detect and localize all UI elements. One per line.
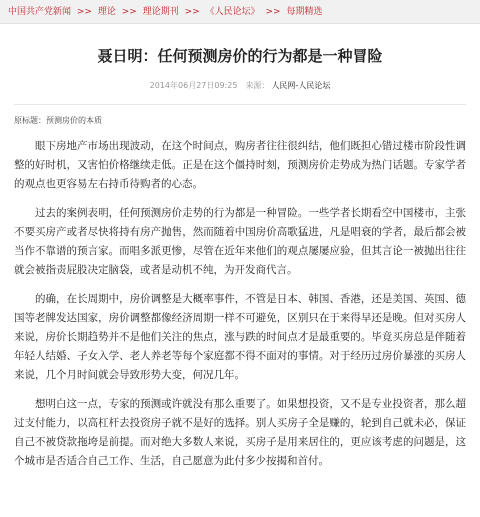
breadcrumb-separator: >> <box>184 7 200 17</box>
breadcrumb-link-selected-issues[interactable]: 每期精选 <box>286 7 323 17</box>
breadcrumb-link-cpc-news[interactable]: 中国共产党新闻 <box>8 7 72 17</box>
article-paragraph: 想明白这一点，专家的预测或许就没有那么重要了。如果想投资，又不是专业投资者，那么超过支付能力，以高杠杆去投资房子就不是好的选择。别人买房子全是赚的，轮到自己就未必，保证自己不被贷款拖垮是前提。而对绝大多数人来说，买房子是用来居住的，更应该考虑的问题是，这个城市是否适合自己工作、生活，自己愿意为此付多少按揭和首付。 <box>14 398 466 467</box>
article-paragraph: 的确，在长周期中，房价调整是大概率事件，不管是日本、韩国、香港，还是美国、英国、德国等老牌发达国家，房价调整都像经济周期一样不可避免，区别只在于来得早还是晚。但对买房人来说，房价长期趋势并不是他们关注的焦点，涨与跌的时间点才是最重要的。毕竟买房总是伴随着年轻人结婚、子女入学、老人养老等每个家庭都不得不面对的事情。对于经历过房价暴涨的买房人来说，几个月时间就会导致形势大变，何况几年。 <box>14 293 466 381</box>
divider <box>14 104 466 105</box>
article-title: 聂日明：任何预测房价的行为都是一种冒险 <box>97 47 383 65</box>
breadcrumb <box>0 0 480 24</box>
article-paragraph: 眼下房地产市场出现波动，在这个时间点，购房者往往很纠结，他们既担心错过楼市阶段性调整的好时机，又害怕价格继续走低。正是在这个僵持时刻，预测房价走势成为热门话题。专家学者的观点也更容易左右持币待购者的心态。 <box>14 140 466 190</box>
breadcrumb-separator: >> <box>76 7 92 17</box>
breadcrumb-link-theory-journals[interactable]: 理论期刊 <box>142 7 179 17</box>
breadcrumb-separator: >> <box>265 7 281 17</box>
article-source-link[interactable]: 人民网-人民论坛 <box>271 81 331 90</box>
original-title: 原标题：预测房价的本质 <box>14 116 102 125</box>
breadcrumb-link-peoples-forum[interactable]: 《人民论坛》 <box>205 7 260 17</box>
breadcrumb-separator: >> <box>121 7 137 17</box>
article-body <box>0 24 480 517</box>
article-meta <box>14 80 466 92</box>
article-date: 2014年06月27日09:25 <box>149 81 238 90</box>
article-paragraph: 过去的案例表明，任何预测房价走势的行为都是一种冒险。一些学者长期看空中国楼市，主张不要买房产或者尽快将持有房产抛售，然而随着中国房价高歌猛进，凡是唱衰的学者，最后都会被当作不靠谱的预言家。而唱多派更惨，尽管在近年来他们的观点屡屡应验，但其言论一被抛出往往就会被指责屁股决定脑袋，或者是动机不纯，为开发商代言。 <box>14 207 466 276</box>
breadcrumb-link-theory[interactable]: 理论 <box>97 7 116 17</box>
article-source-label: 来源： <box>245 81 270 90</box>
